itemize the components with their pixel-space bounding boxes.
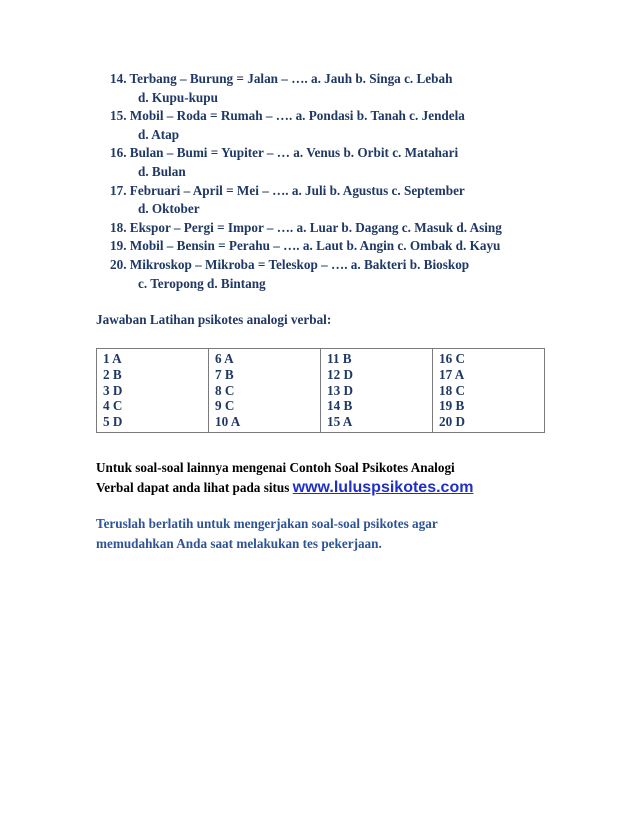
question-item [110, 70, 550, 107]
answer-cell: 13 D [327, 382, 354, 398]
more-info-line-2 [96, 478, 556, 498]
closing-line-1: Teruslah berlatih untuk mengerjakan soal-soal psikotes agar [96, 516, 438, 531]
more-info-prefix: Verbal dapat anda lihat pada situs [96, 480, 293, 495]
answer-cell: 6 A [215, 351, 234, 366]
question-option-continuation: d. Atap [138, 126, 180, 142]
question-text: 16. Bulan – Bumi = Yupiter – … a. Venus b. Orbit c. Matahari [110, 145, 459, 161]
question-option-continuation: d. Bulan [138, 163, 186, 179]
answer-column [97, 349, 209, 433]
question-text: 19. Mobil – Bensin = Perahu – …. a. Laut b. Angin c. Ombak d. Kayu [110, 238, 501, 254]
question-option-continuation: d. Oktober [138, 201, 200, 217]
question-text: 17. Februari – April = Mei – …. a. Juli b. Agustus c. September [110, 182, 465, 198]
answer-key-table [96, 348, 545, 433]
question-text: 15. Mobil – Roda = Rumah – …. a. Pondasi b. Tanah c. Jendela [110, 108, 465, 124]
answer-cell: 11 B [327, 351, 352, 366]
answer-cell: 20 D [439, 414, 466, 430]
question-option-continuation: c. Teropong d. Bintang [138, 275, 266, 291]
answer-column [433, 349, 545, 433]
question-item [110, 219, 550, 238]
website-link[interactable]: www.luluspsikotes.com [292, 479, 474, 496]
closing-paragraph [96, 514, 556, 554]
more-info-line-1: Untuk soal-soal lainnya mengenai Contoh Soal Psikotes Analogi [96, 460, 455, 475]
question-item [110, 237, 550, 256]
answer-cell: 15 A [327, 414, 353, 430]
answer-cell: 10 A [215, 414, 241, 430]
more-info-paragraph [96, 458, 556, 498]
question-item [110, 256, 550, 293]
question-text: 20. Mikroskop – Mikroba = Teleskop – …. a. Bakteri b. Bioskop [110, 256, 470, 272]
question-list [110, 70, 550, 293]
answer-cell: 4 C [103, 398, 123, 414]
answer-column [321, 349, 433, 433]
answer-cell: 7 B [215, 366, 234, 382]
answer-cell: 14 B [327, 398, 353, 414]
question-text: 14. Terbang – Burung = Jalan – …. a. Jauh b. Singa c. Lebah [110, 71, 453, 86]
answers-heading: Jawaban Latihan psikotes analogi verbal: [96, 312, 332, 327]
answer-cell: 12 D [327, 366, 354, 382]
answer-cell: 1 A [103, 351, 122, 366]
answer-cell: 19 B [439, 398, 465, 414]
answer-cell: 17 A [439, 366, 465, 382]
answer-cell: 5 D [103, 414, 123, 430]
answer-cell: 18 C [439, 382, 466, 398]
closing-line-2: memudahkan Anda saat melakukan tes pekerjaan. [96, 536, 382, 551]
question-text: 18. Ekspor – Pergi = Impor – …. a. Luar b. Dagang c. Masuk d. Asing [110, 219, 502, 235]
table-row [97, 349, 545, 433]
answer-column [209, 349, 321, 433]
answer-cell: 2 B [103, 366, 122, 382]
question-item [110, 182, 550, 219]
answer-cell: 3 D [103, 382, 123, 398]
question-option-continuation: d. Kupu-kupu [138, 89, 218, 105]
answer-cell: 9 C [215, 398, 235, 414]
question-item [110, 107, 550, 144]
answer-cell: 8 C [215, 382, 235, 398]
question-item [110, 144, 550, 181]
answer-cell: 16 C [439, 351, 466, 366]
